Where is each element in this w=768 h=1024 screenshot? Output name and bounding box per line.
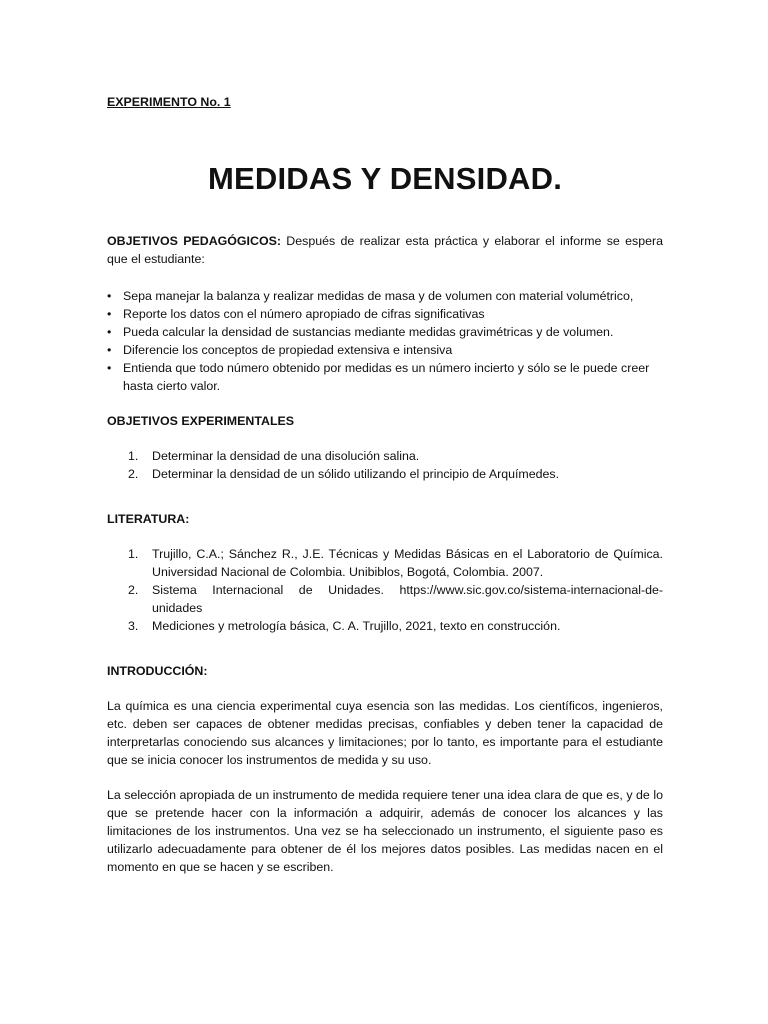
list-item [107, 287, 663, 305]
list-item-number: 2. [128, 467, 139, 481]
experimental-objectives-heading: OBJETIVOS EXPERIMENTALES [107, 414, 295, 428]
introduction-paragraph: La selección apropiada de un instrumento de medida requiere tener una idea clara de que es, y de lo que se pretende hacer con la información a adquirir, además de conocer los alcances y las limitaciones de los instrumentos. Una vez se ha seleccionado un instrumento, el siguiente paso es utilizarlo adecuadamente para obtener de él los mejores datos posibles. Las medidas nacen en el momento en que se hacen y se escriben. [107, 788, 663, 874]
list-item-text: Determinar la densidad de una disolución salina. [152, 449, 420, 463]
list-item [107, 323, 663, 341]
document-content [107, 93, 663, 876]
introduction-paragraph: La química es una ciencia experimental cuya esencia son las medidas. Los científicos, ingenieros, etc. deben ser capaces de obtener medidas precisas, confiables y deben tener la capacidad de interpretarlas conociendo sus alcances y limitaciones; por lo tanto, es importante para el estudiante que se inicia conocer los instrumentos de medida y su uso. [107, 699, 663, 767]
list-item [107, 545, 663, 581]
list-item-text: Pueda calcular la densidad de sustancias mediante medidas gravimétricas y de volumen. [123, 325, 614, 339]
pedagogical-objectives-heading: OBJETIVOS PEDAGÓGICOS: [107, 234, 281, 248]
list-item-number: 2. [128, 583, 139, 597]
list-item-number: 1. [128, 449, 139, 463]
literature-section [107, 510, 663, 635]
list-item-text: Entienda que todo número obtenido por medidas es un número incierto y sólo se le puede creer hasta cierto valor. [123, 361, 650, 393]
list-item [107, 617, 663, 635]
literature-list [107, 545, 663, 635]
list-item [107, 465, 663, 483]
list-item-text: Sistema Internacional de Unidades. https://www.sic.gov.co/sistema-internacional-de-unidades [152, 583, 663, 615]
pedagogical-objectives-text: Después de realizar esta práctica y elaborar el informe se espera que el estudiante: [107, 234, 663, 266]
list-item-text: Reporte los datos con el número apropiado de cifras significativas [123, 307, 485, 321]
list-item-number: 1. [128, 547, 139, 561]
bullet-icon: • [107, 361, 112, 375]
bullet-icon: • [107, 343, 112, 357]
bullet-icon: • [107, 307, 112, 321]
list-item-number: 3. [128, 619, 139, 633]
literature-heading: LITERATURA: [107, 512, 190, 526]
pedagogical-objectives-list [107, 287, 663, 395]
list-item [107, 447, 663, 465]
pedagogical-objectives-intro [107, 232, 663, 268]
experimental-objectives-list [107, 447, 663, 483]
list-item-text: Trujillo, C.A.; Sánchez R., J.E. Técnicas y Medidas Básicas en el Laboratorio de Química. Universidad Nacional de Colombia. Unibiblos, Bogotá, Colombia. 2007. [152, 547, 663, 579]
list-item-text: Diferencie los conceptos de propiedad extensiva e intensiva [123, 343, 453, 357]
bullet-icon: • [107, 325, 112, 339]
list-item [107, 341, 663, 359]
list-item [107, 359, 663, 395]
list-item [107, 581, 663, 617]
list-item-text: Sepa manejar la balanza y realizar medidas de masa y de volumen con material volumétrico, [123, 289, 634, 303]
experiment-label: EXPERIMENTO No. 1 [107, 95, 231, 109]
list-item [107, 305, 663, 323]
list-item-text: Mediciones y metrología básica, C. A. Trujillo, 2021, texto en construcción. [152, 619, 561, 633]
document-title: MEDIDAS Y DENSIDAD. [207, 161, 563, 196]
bullet-icon: • [107, 289, 112, 303]
introduction-section [107, 662, 663, 876]
introduction-heading: INTRODUCCIÓN: [107, 664, 208, 678]
experimental-objectives-section [107, 412, 663, 483]
list-item-text: Determinar la densidad de un sólido utilizando el principio de Arquímedes. [152, 467, 560, 481]
pedagogical-objectives-section [107, 232, 663, 395]
